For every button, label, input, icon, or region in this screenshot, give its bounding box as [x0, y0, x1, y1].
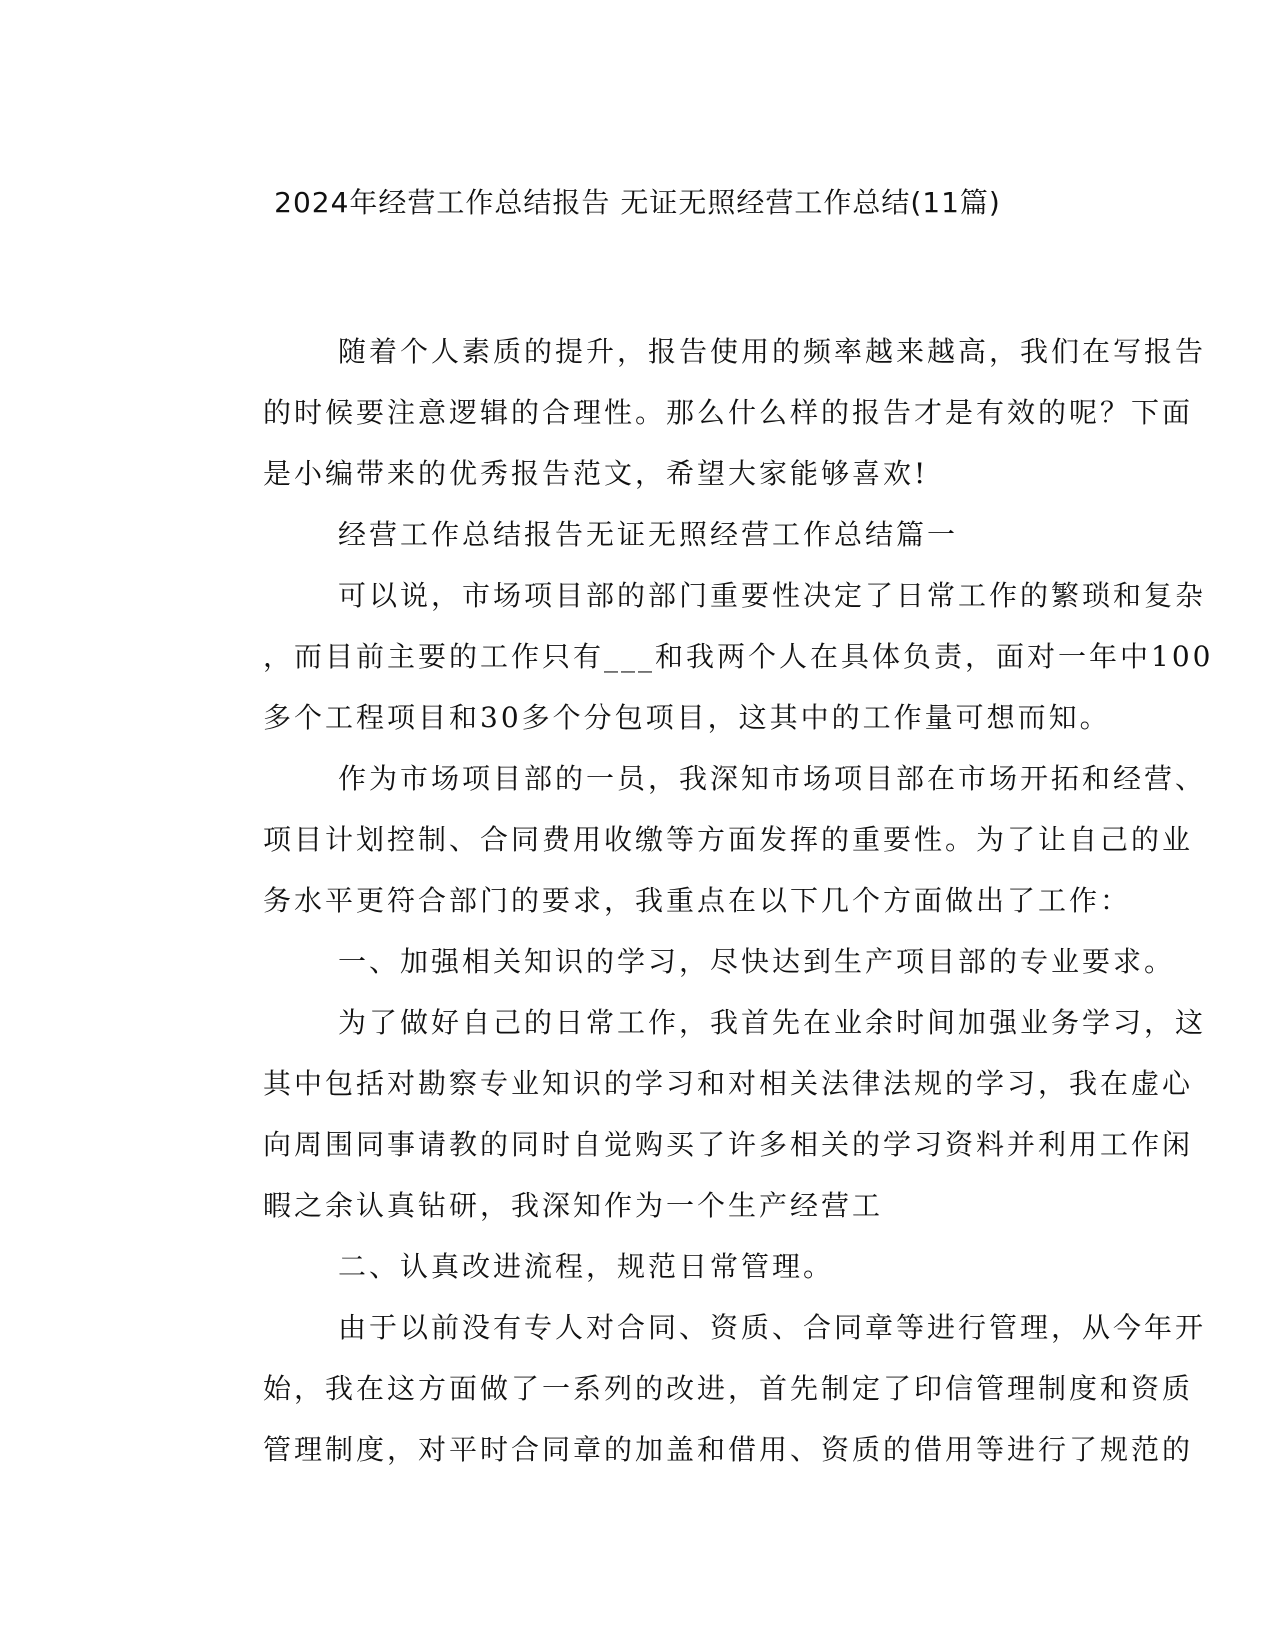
text-line: 二、认真改进流程，规范日常管理。: [338, 1250, 835, 1283]
paragraph: [188, 1297, 1207, 1480]
text-line: 一、加强相关知识的学习，尽快达到生产项目部的专业要求。: [338, 945, 1176, 978]
document-body: [188, 321, 1214, 1480]
document-title: 2024年经营工作总结报告 无证无照经营工作总结(11篇): [274, 186, 1001, 219]
text-line: 经营工作总结报告无证无照经营工作总结篇一: [338, 518, 959, 551]
section-heading-1: [188, 504, 1076, 565]
list-heading-1: [188, 931, 1176, 992]
paragraph: [188, 748, 1207, 931]
paragraph: [188, 992, 1207, 1236]
text-line: 随着个人素质的提升，报告使用的频率越来越高，我们在写报告: [338, 335, 1207, 368]
text-line: 多个工程项目和30多个分包项目，这其中的工作量可想而知。: [263, 701, 1111, 734]
text-line: 是小编带来的优秀报告范文，希望大家能够喜欢!: [263, 457, 929, 490]
text-line: 始，我在这方面做了一系列的改进，首先制定了印信管理制度和资质: [263, 1372, 1194, 1405]
text-line: 暇之余认真钻研，我深知作为一个生产经营工: [263, 1189, 884, 1222]
list-heading-2: [188, 1236, 1076, 1297]
text-line: 由于以前没有专人对合同、资质、合同章等进行管理，从今年开: [338, 1311, 1207, 1344]
text-line: 其中包括对勘察专业知识的学习和对相关法律法规的学习，我在虚心: [263, 1067, 1194, 1100]
text-line: ，而目前主要的工作只有___和我两个人在具体负责，面对一年中100: [263, 640, 1214, 673]
text-line: 项目计划控制、合同费用收缴等方面发挥的重要性。为了让自己的业: [263, 823, 1194, 856]
text-line: 作为市场项目部的一员，我深知市场项目部在市场开拓和经营、: [338, 762, 1207, 795]
text-line: 可以说，市场项目部的部门重要性决定了日常工作的繁琐和复杂: [338, 579, 1207, 612]
paragraph-intro: [188, 321, 1207, 504]
text-line: 务水平更符合部门的要求，我重点在以下几个方面做出了工作：: [263, 884, 1132, 917]
text-line: 管理制度，对平时合同章的加盖和借用、资质的借用等进行了规范的: [263, 1433, 1194, 1466]
text-line: 向周围同事请教的同时自觉购买了许多相关的学习资料并利用工作闲: [263, 1128, 1194, 1161]
text-line: 的时候要注意逻辑的合理性。那么什么样的报告才是有效的呢？下面: [263, 396, 1194, 429]
paragraph: [188, 565, 1214, 748]
text-line: 为了做好自己的日常工作，我首先在业余时间加强业务学习，这: [338, 1006, 1207, 1039]
